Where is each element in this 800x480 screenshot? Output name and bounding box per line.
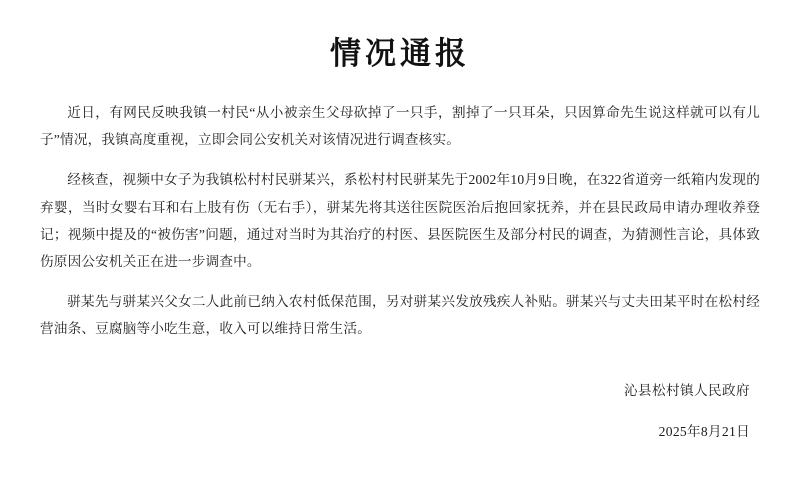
page-title: 情况通报 <box>330 36 470 71</box>
document-body <box>36 99 764 343</box>
signature-block <box>36 377 764 445</box>
signature-organization: 沁县松村镇人民政府 <box>624 382 750 398</box>
paragraph-3: 骈某先与骈某兴父女二人此前已纳入农村低保范围，另对骈某兴发放残疾人补贴。骈某兴与丈夫田某平时在松村经营油条、豆腐脑等小吃生意，收入可以维持日常生活。 <box>40 294 760 337</box>
paragraph-1: 近日，有网民反映我镇一村民“从小被亲生父母砍掉了一只手，割掉了一只耳朵，只因算命先生说这样就可以有儿子”情况，我镇高度重视，立即会同公安机关对该情况进行调查核实。 <box>40 105 760 148</box>
signature-date: 2025年8月21日 <box>658 423 750 439</box>
paragraph-2: 经核查，视频中女子为我镇松村村民骈某兴，系松村村民骈某先于2002年10月9日晚，在322省道旁一纸箱内发现的弃婴，当时女婴右耳和右上肢有伤（无右手），骈某先将其送往医院医治后抱回家抚养，并在县民政局申请办理收养登记；视频中提及的“被伤害”问题，通过对当时为其治疗的村医、县医院医生及部分村民的调查，为猜测性言论，具体致伤原因公安机关正在进一步调查中。 <box>40 172 760 269</box>
